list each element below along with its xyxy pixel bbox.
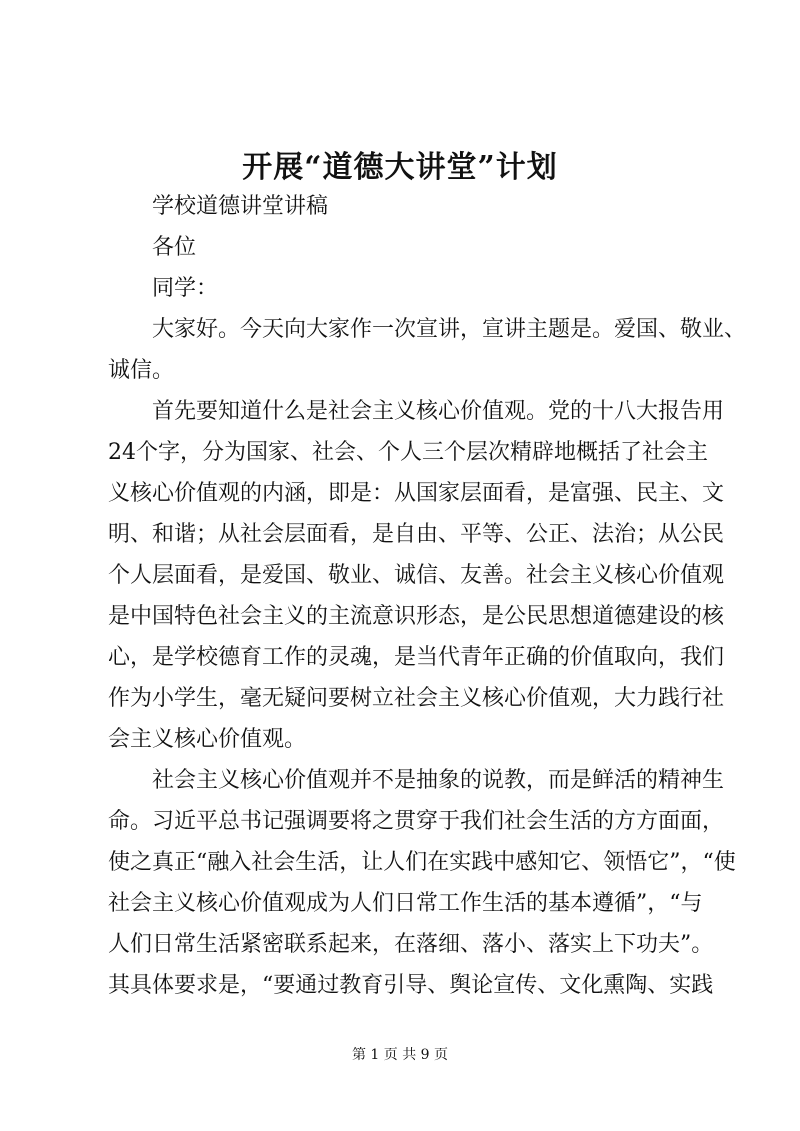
document-title: 开展“道德大讲堂”计划 <box>242 150 558 185</box>
text-line: 作为小学生，毫无疑问要树立社会主义核心价值观，大力践行社 <box>108 686 725 711</box>
text-line: 是中国特色社会主义的主流意识形态，是公民思想道德建设的核 <box>108 604 725 629</box>
text-line: 使之真正“融入社会生活，让人们在实践中感知它、领悟它”，“使 <box>108 850 736 875</box>
text-line: 各位 <box>152 235 197 260</box>
text-line: 诚信。 <box>108 358 175 383</box>
text-line: 心，是学校德育工作的灵魂，是当代青年正确的价值取向，我们 <box>108 645 725 670</box>
text-line: 首先要知道什么是社会主义核心价值观。党的十八大报告用 <box>152 399 725 424</box>
text-line: 会主义核心价值观。 <box>108 727 307 752</box>
text-line: 义核心价值观的内涵，即是：从国家层面看，是富强、民主、文 <box>108 481 725 506</box>
text-line: 学校道德讲堂讲稿 <box>152 194 329 219</box>
text-line: 社会主义核心价值观成为人们日常工作生活的基本遵循”，“与 <box>108 891 703 916</box>
text-line: 24个字，分为国家、社会、个人三个层次精辟地概括了社会主 <box>108 440 708 465</box>
text-line: 明、和谐；从社会层面看，是自由、平等、公正、法治；从公民 <box>108 522 725 547</box>
text-line: 人们日常生活紧密联系起来，在落细、落小、落实上下功夫”。 <box>108 932 714 957</box>
page-footer: 第 1 页 共 9 页 <box>351 1047 449 1063</box>
text-line: 命。习近平总书记强调要将之贯穿于我们社会生活的方方面面， <box>108 809 725 834</box>
text-line: 同学： <box>152 276 219 301</box>
text-line: 个人层面看，是爱国、敬业、诚信、友善。社会主义核心价值观 <box>108 563 725 588</box>
text-line: 其具体要求是，“要通过教育引导、舆论宣传、文化熏陶、实践 <box>108 973 714 998</box>
text-line: 大家好。今天向大家作一次宣讲，宣讲主题是。爱国、敬业、 <box>152 317 747 342</box>
document-body <box>108 186 747 1006</box>
text-line: 社会主义核心价值观并不是抽象的说教，而是鲜活的精神生 <box>152 768 725 793</box>
